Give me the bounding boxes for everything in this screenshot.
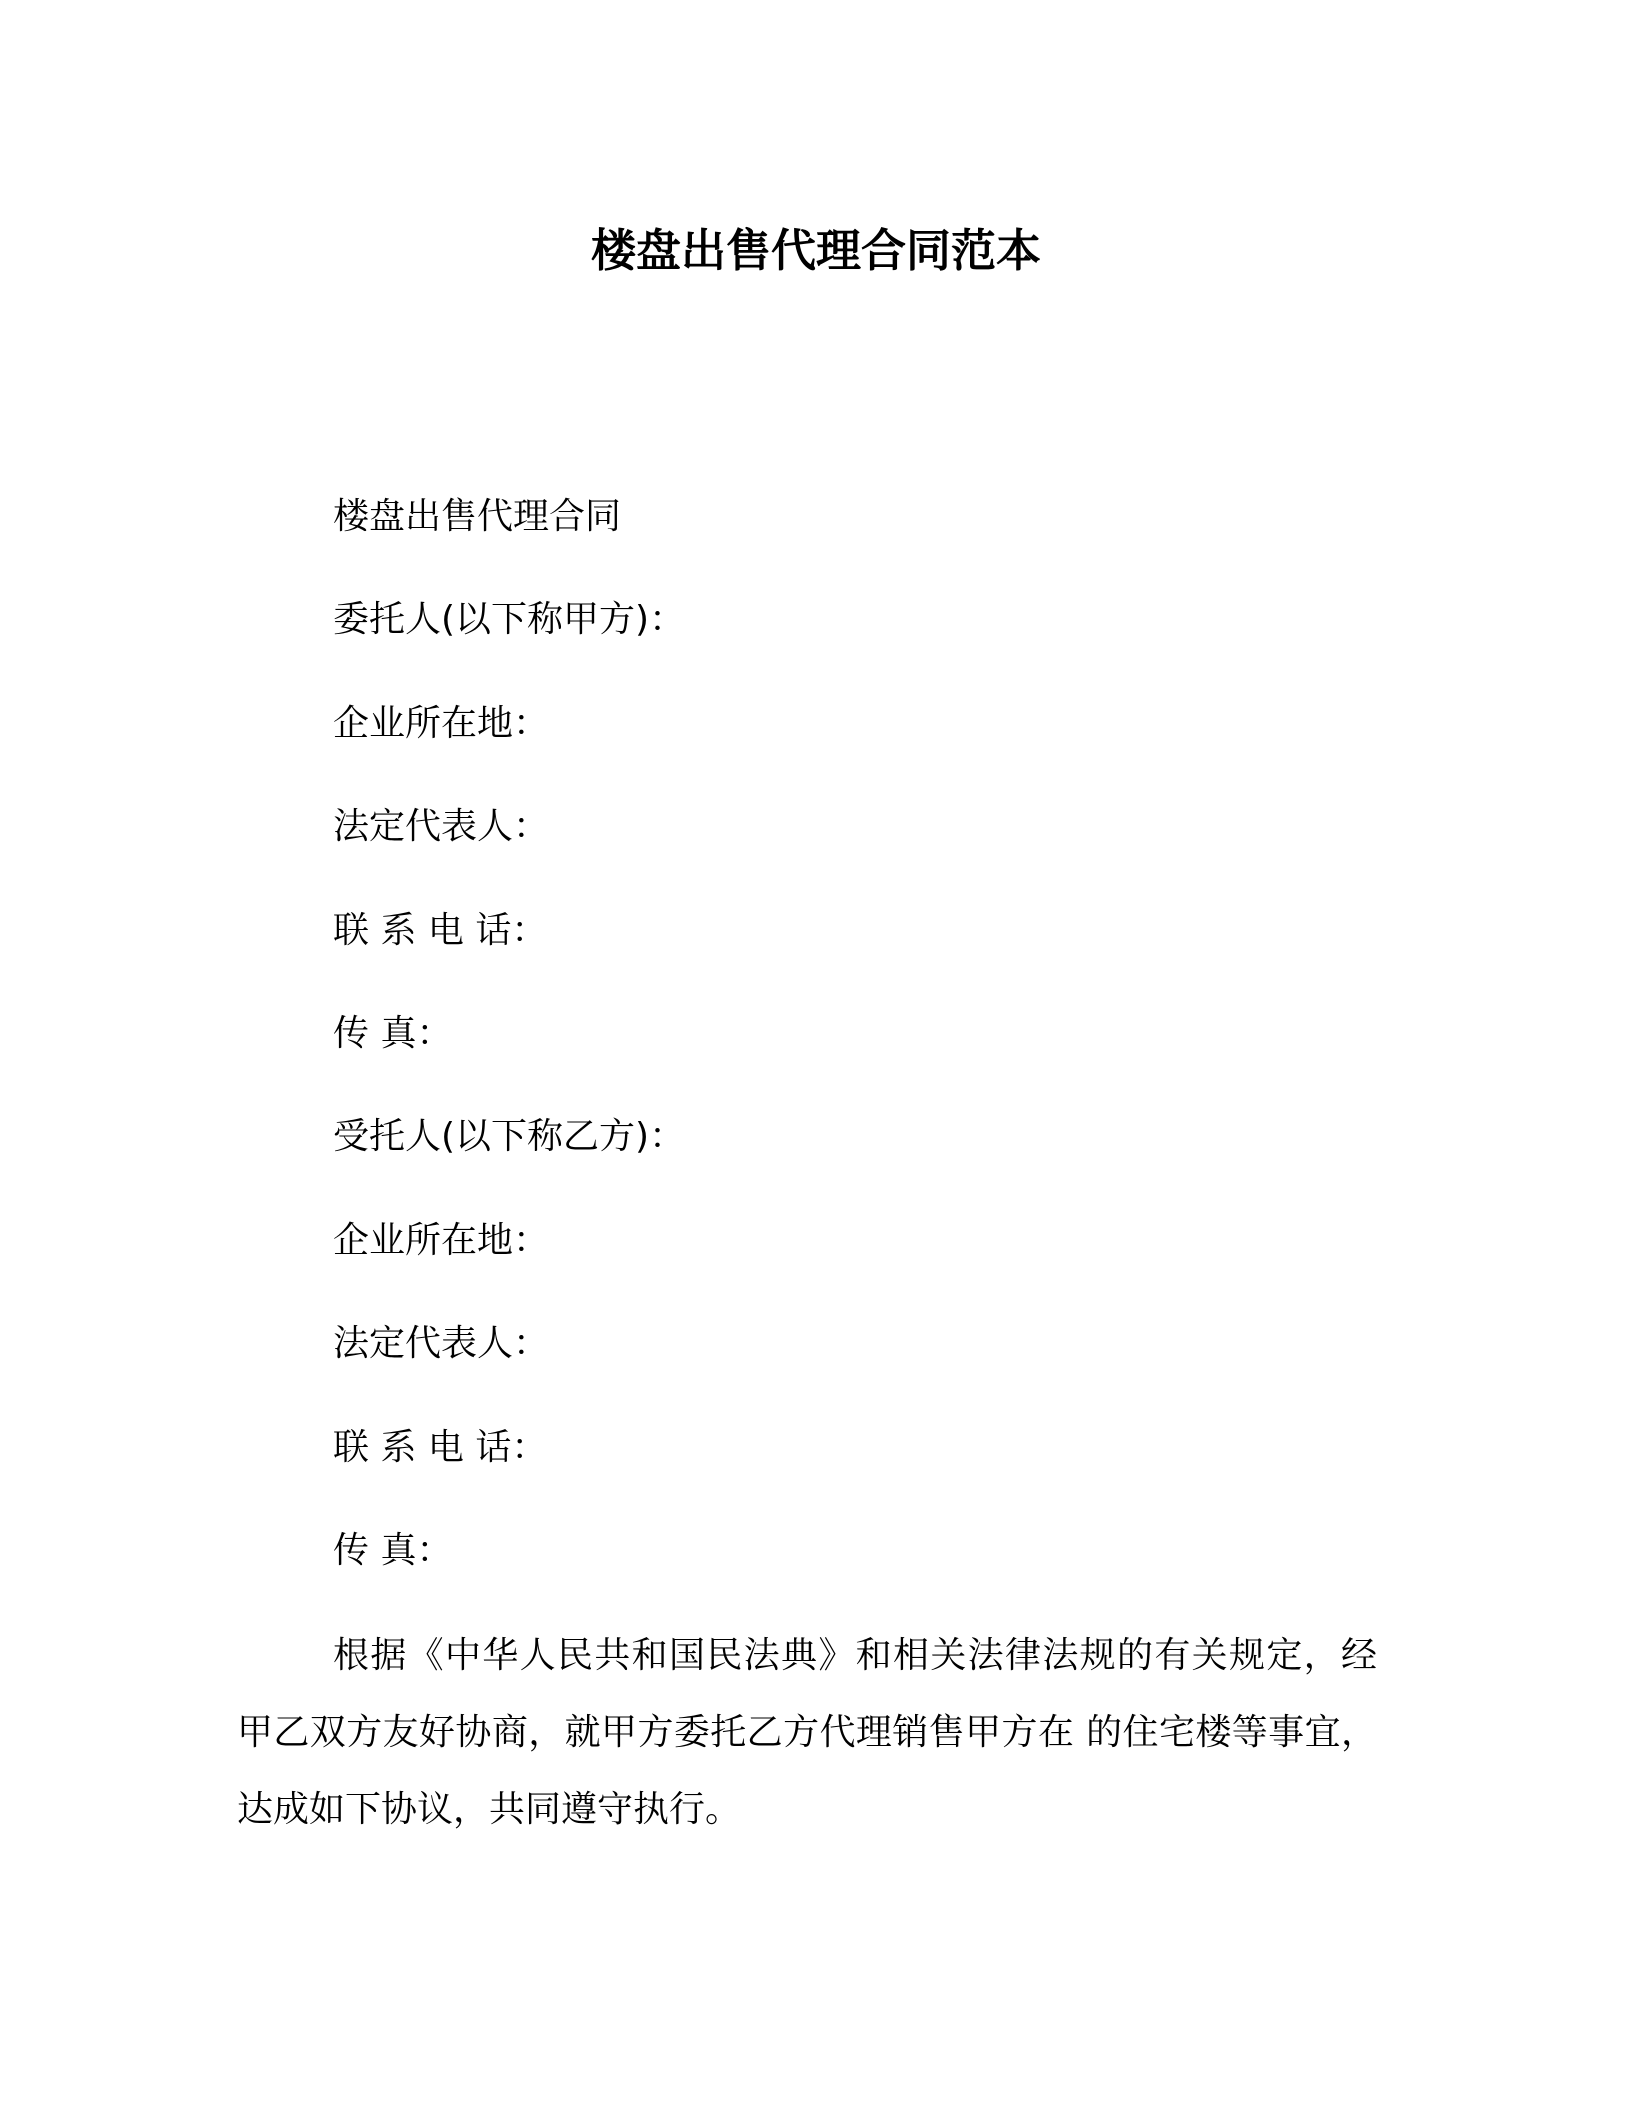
- party-b-label: 受托人(以下称乙方)：: [333, 1116, 686, 1158]
- party-a-address-label: 企业所在地：: [333, 702, 550, 744]
- party-a-label: 委托人(以下称甲方)：: [333, 599, 686, 641]
- party-b-fax-label: 传 真：: [333, 1529, 453, 1571]
- party-a-phone-label: 联 系 电 话：: [333, 909, 548, 951]
- party-a-fax-label: 传 真：: [333, 1012, 453, 1054]
- preamble-line: 甲乙双方友好协商，就甲方委托乙方代理销售甲方在 的住宅楼等事宜，: [237, 1712, 1377, 1753]
- party-b-address-label: 企业所在地：: [333, 1219, 550, 1261]
- contract-heading: 楼盘出售代理合同: [333, 496, 622, 537]
- preamble-line: 根据《中华人民共和国民法典》和相关法律法规的有关规定，经: [333, 1635, 1377, 1676]
- party-a-representative-label: 法定代表人：: [333, 806, 550, 848]
- contract-parties-block: [333, 465, 1433, 1602]
- party-b-representative-label: 法定代表人：: [333, 1323, 550, 1365]
- preamble-line: 达成如下协议，共同遵守执行。: [237, 1789, 742, 1830]
- preamble-paragraph: [237, 1617, 1377, 1848]
- document-title: 楼盘出售代理合同范本: [590, 224, 1041, 277]
- party-b-phone-label: 联 系 电 话：: [333, 1426, 548, 1468]
